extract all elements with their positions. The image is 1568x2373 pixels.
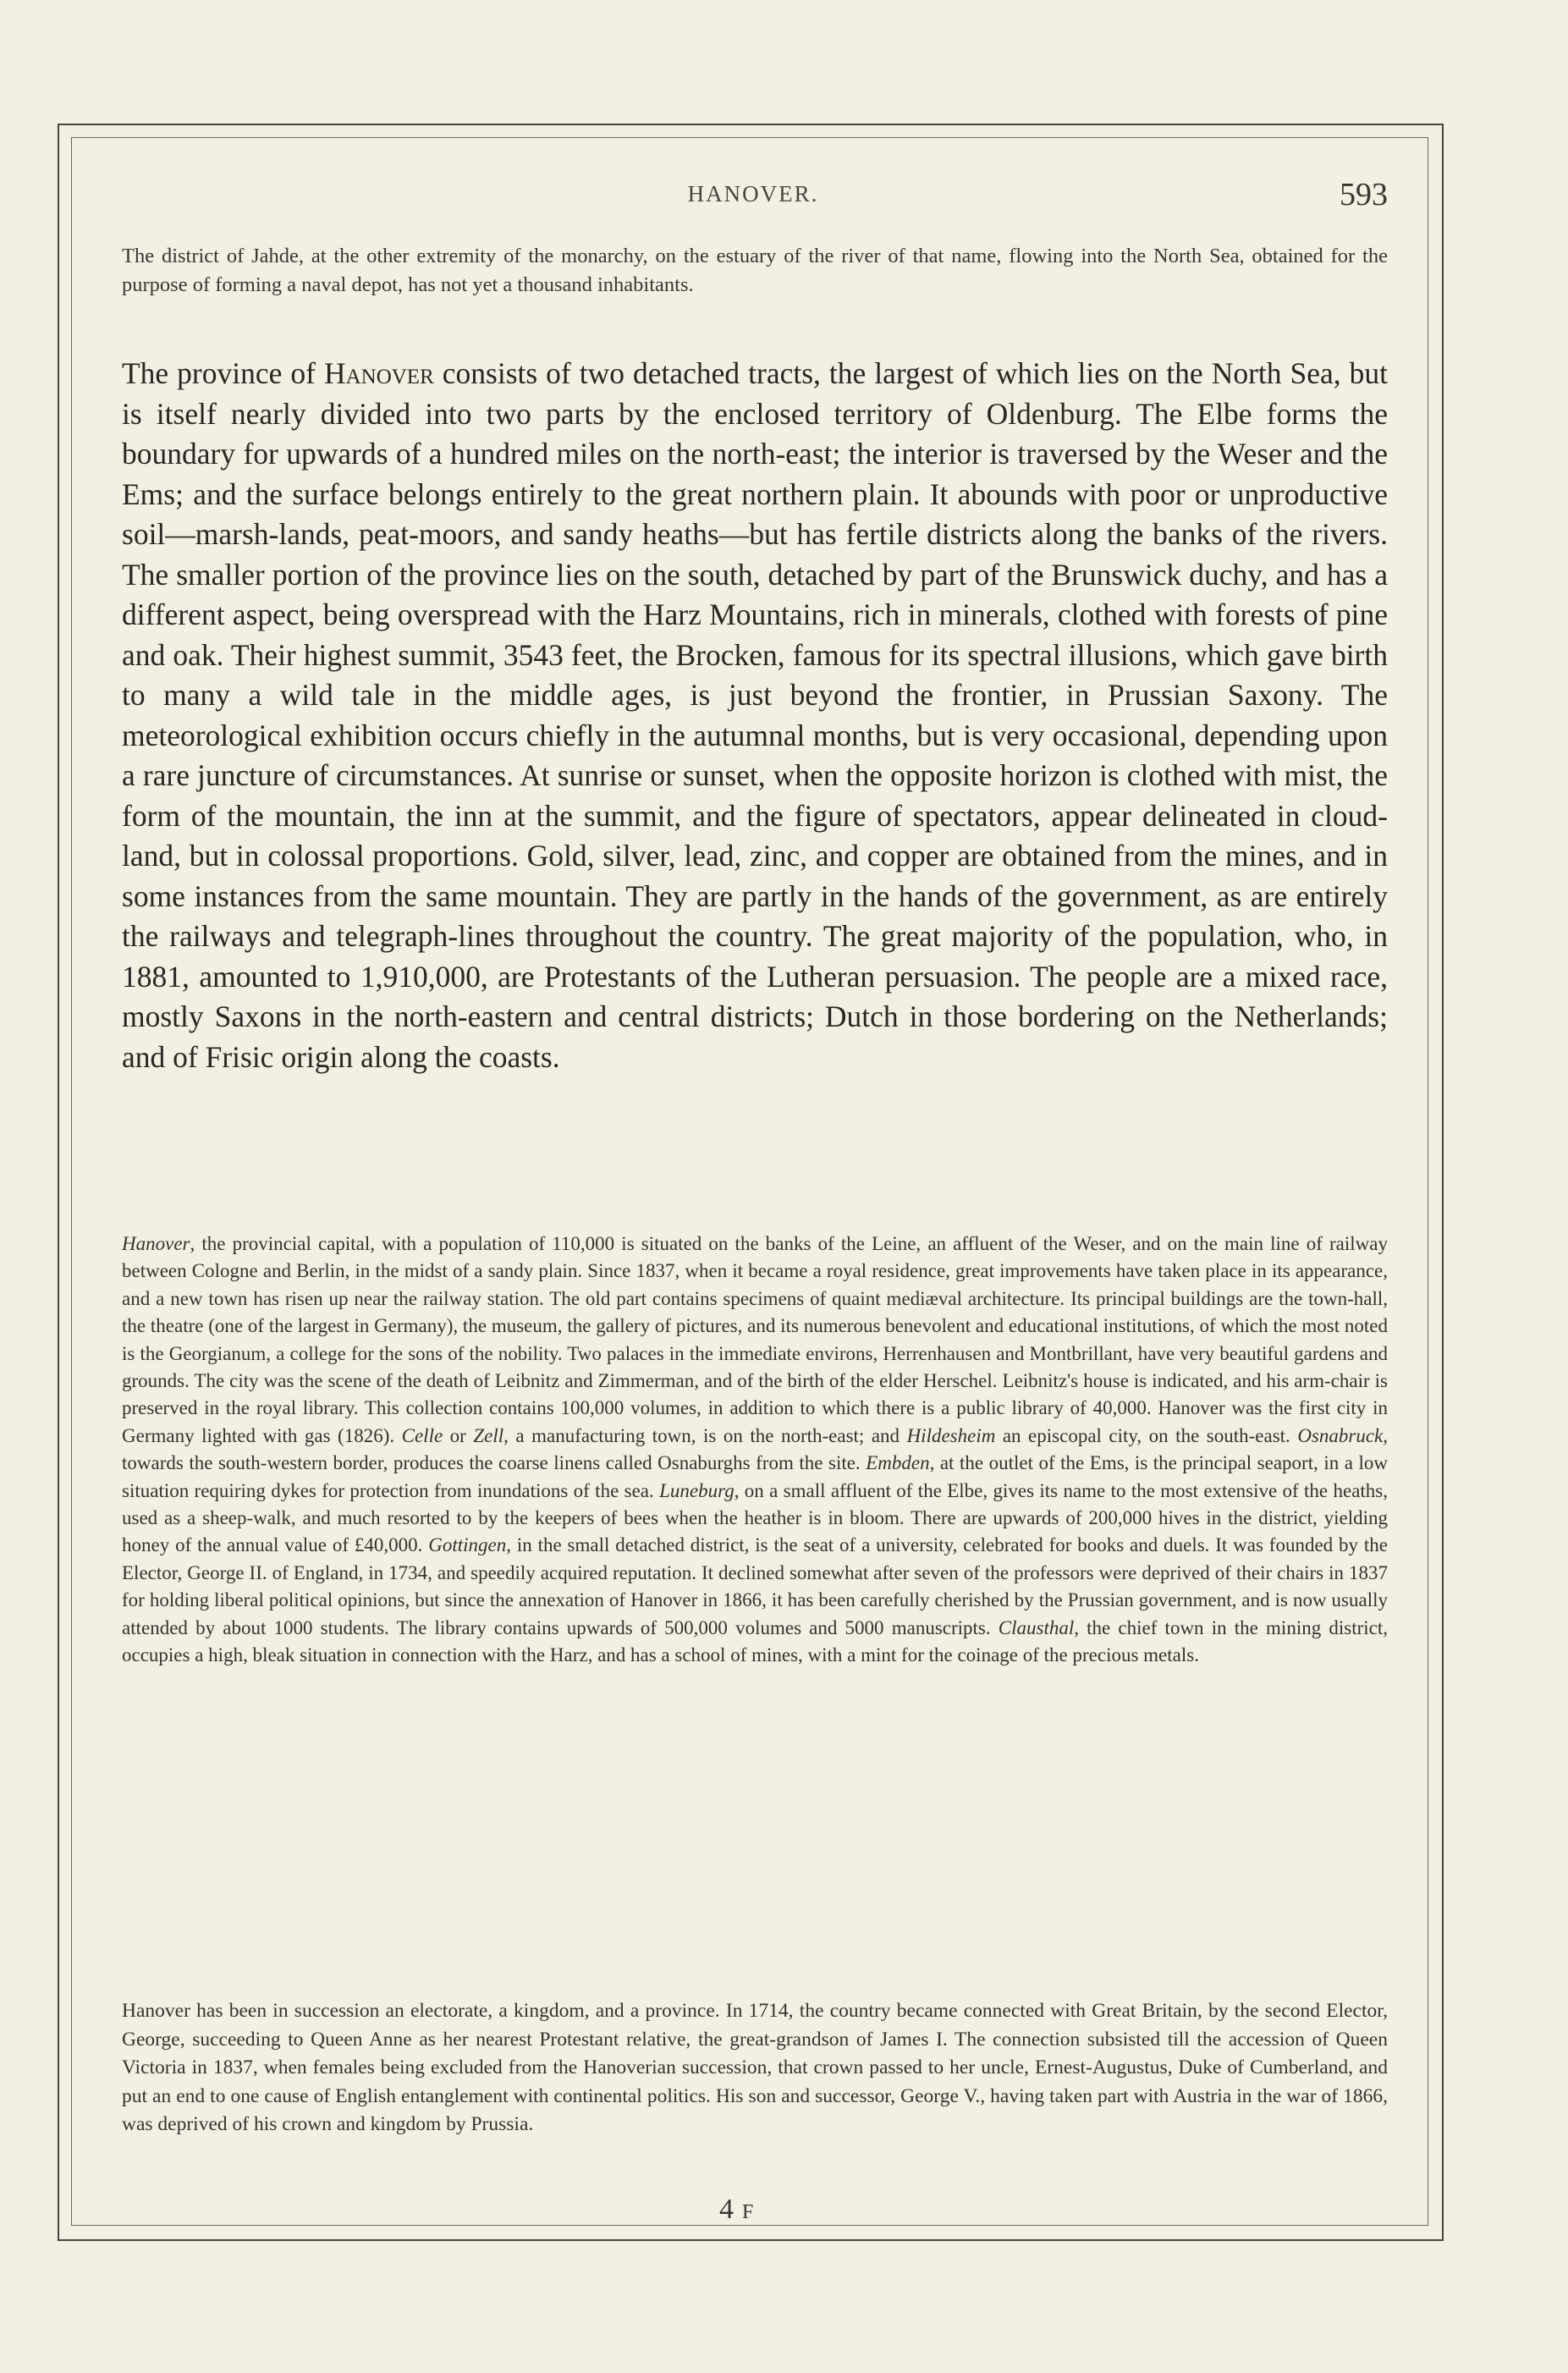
detail-text-5: , towards the south-western border, produces the coarse linens called Osnaburghs from the site. [122,1424,1388,1474]
detail-text-4: an episcopal city, on the south-east. [995,1424,1298,1446]
detail-text-9: , the chief town in the mining district, occupies a high, bleak situation in connection with the Harz, and has a school of mines, with a mint for the coinage of the precious metals. [122,1616,1388,1666]
signature-number: 4 [719,2194,734,2225]
detail-text-3: , a manufacturing town, is on the north-east; and [503,1424,907,1446]
place-zell: Zell [473,1424,504,1446]
detail-text-6: , at the outlet of the Ems, is the principal seaport, in a low situation requiring dykes for protection from inundations of the sea. [122,1452,1388,1501]
detail-text-2: or [443,1424,474,1446]
detail-text-7: , on a small affluent of the Elbe, gives its name to the most extensive of the heaths, used as a sheep-walk, and much resorted to by the keepers of bees when the heather is in bloom. There are upwards of 200,000 hives in the district, yielding honey of the annual value of £40,000. [122,1479,1388,1556]
main-opening: The province of [122,356,324,390]
signature-letter: F [742,2201,754,2223]
place-luneburg: Luneburg [659,1479,734,1501]
page-title: HANOVER. [687,181,819,206]
place-embden: Embden [866,1452,930,1474]
detail-paragraph [122,1231,1388,1670]
running-head [118,176,1388,227]
place-hanover: Hanover [122,1233,190,1254]
detail-text-8: , in the small detached district, is the seat of a university, celebrated for books and duels. It was founded by the Elector, George II. of England, in 1734, and speedily acquired reputation. It declined somewhat after seven of the professors were deprived of their chairs in 1837 for holding liberal political opinions, but since the annexation of Hanover in 1866, it has been carefully cherished by the Prussian government, and is now usually attended by about 1000 students. The library contains upwards of 500,000 volumes and 5000 manuscripts. [122,1534,1388,1638]
history-paragraph: Hanover has been in succession an electorate, a kingdom, and a province. In 1714, the country became connected with Great Britain, by the second Elector, George, succeeding to Queen Anne as her nearest Protestant relative, the great-grandson of James I. The connection subsisted till the accession of Queen Victoria in 1837, when females being excluded from the Hanoverian succession, that crown passed to her uncle, Ernest-Augustus, Duke of Cumberland, and put an end to one cause of English entanglement with continental politics. His son and successor, George V., having taken part with Austria in the war of 1866, was deprived of his crown and kingdom by Prussia. [122,2000,1388,2135]
place-osnabruck: Osnabruck [1297,1424,1384,1446]
detail-text-1: , the provincial capital, with a population of 110,000 is situated on the banks of the Leine, an affluent of the Weser, and on the main line of railway between Cologne and Berlin, in the midst of a sandy plain. Since 1837, when it became a royal residence, great improvements have taken place in its appearance, and a new town has risen up near the railway station. The old part contains specimens of quaint mediæval architecture. Its principal buildings are the town-hall, the theatre (one of the largest in Germany), the museum, the gallery of pictures, and its numerous benevolent and educational institutions, of which the most noted is the Georgianum, a college for the sons of the nobility. Two palaces in the immediate environs, Herrenhausen and Montbrillant, have very beautiful gardens and grounds. The city was the scene of the death of Leibnitz and Zimmerman, and of the birth of the elder Herschel. Leibnitz's house is indicated, and his arm-chair is preserved in the royal library. This collection contains 100,000 volumes, in addition to which there is a public library of 40,000. Hanover was the first city in Germany lighted with gas (1826). [122,1233,1388,1446]
main-paragraph [122,354,1388,1077]
intro-paragraph: The district of Jahde, at the other extremity of the monarchy, on the estuary of the river of that name, flowing into the North Sea, obtained for the purpose of forming a naval depot, has not yet a thousand inhabitants. [122,245,1388,296]
place-gottingen: Gottingen [428,1534,507,1556]
province-name: Hanover [323,356,434,390]
place-celle: Celle [401,1424,443,1446]
page-number: 593 [1340,177,1388,212]
place-clausthal: Clausthal [998,1616,1075,1638]
main-text: consists of two detached tracts, the largest of which lies on the North Sea, but is itself nearly divided into two parts by the enclosed territory of Oldenburg. The Elbe forms the boundary for upwards of a hundred miles on the north-east; the interior is traversed by the Weser and the Ems; and the surface belongs entirely to the great northern plain. It abounds with poor or unproductive soil—marsh-lands, peat-moors, and sandy heaths—but has fertile districts along the banks of the rivers. The smaller portion of the province lies on the south, detached by part of the Brunswick duchy, and has a different aspect, being overspread with the Harz Mountains, rich in minerals, clothed with forests of pine and oak. Their highest summit, 3543 feet, the Brocken, famous for its spectral illusions, which gave birth to many a wild tale in the middle ages, is just beyond the frontier, in Prussian Saxony. The meteorological exhibition occurs chiefly in the autumnal months, but is very occasional, depending upon a rare juncture of circumstances. At sunrise or sunset, when the opposite horizon is clothed with mist, the form of the mountain, the inn at the summit, and the figure of spectators, appear delineated in cloud-land, but in colossal proportions. Gold, silver, lead, zinc, and copper are obtained from the mines, and in some instances from the same mountain. They are partly in the hands of the government, as are entirely the railways and telegraph-lines throughout the country. The great majority of the population, who, in 1881, amounted to 1,910,000, are Protestants of the Lutheran persuasion. The people are a mixed race, mostly Saxons in the north-eastern and central districts; Dutch in those bordering on the Netherlands; and of Frisic origin along the coasts. [122,356,1388,1074]
place-hildesheim: Hildesheim [906,1424,996,1446]
signature-mark [719,2194,753,2226]
